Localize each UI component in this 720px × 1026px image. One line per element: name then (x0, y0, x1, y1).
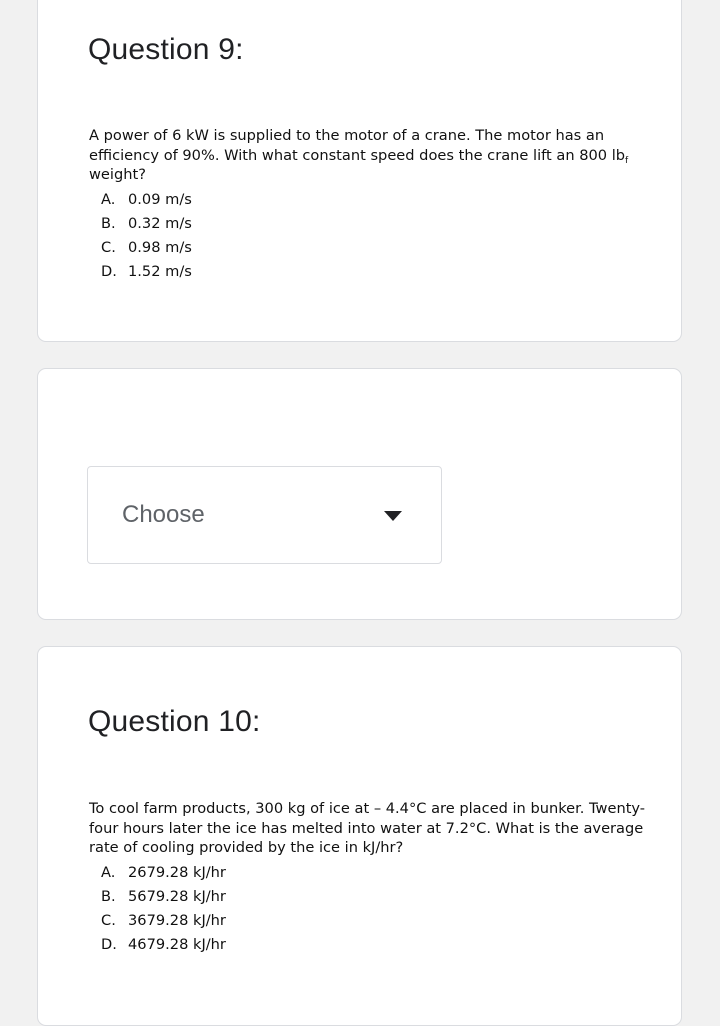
option-text: 3679.28 kJ/hr (128, 911, 226, 929)
answer-dropdown[interactable] (87, 466, 442, 564)
question-title: Question 9: (88, 33, 244, 66)
dropdown-selected-value: Choose (122, 501, 205, 528)
option-text: 0.09 m/s (128, 190, 192, 208)
option-text: 2679.28 kJ/hr (128, 863, 226, 881)
question-title: Question 10: (88, 705, 261, 738)
dropdown-arrow-icon (384, 511, 402, 521)
option-letter: A. (101, 863, 116, 881)
option-d (101, 260, 649, 284)
option-a (101, 188, 649, 212)
answer-card (37, 368, 682, 620)
option-text: 1.52 m/s (128, 262, 192, 280)
option-letter: C. (101, 911, 116, 929)
option-b (101, 885, 649, 909)
question-body (89, 799, 649, 957)
options-list (89, 861, 649, 957)
option-b (101, 212, 649, 236)
option-letter: B. (101, 214, 116, 232)
option-a (101, 861, 649, 885)
option-c (101, 236, 649, 260)
option-text: 5679.28 kJ/hr (128, 887, 226, 905)
option-letter: A. (101, 190, 116, 208)
option-c (101, 909, 649, 933)
option-text: 0.32 m/s (128, 214, 192, 232)
option-letter: B. (101, 887, 116, 905)
options-list (89, 188, 649, 284)
question-text-main: A power of 6 kW is supplied to the motor of a crane. The motor has an efficiency of 90%. With what constant speed does the crane lift an 800 lb (89, 127, 626, 164)
option-letter: C. (101, 238, 116, 256)
question-text-subscript: f (625, 155, 629, 166)
option-d (101, 933, 649, 957)
question-text: To cool farm products, 300 kg of ice at – 4.4°C are placed in bunker. Twenty-four hours later the ice has melted into water at 7.2°C. What is the average rate of cooling provided by the ice in kJ/hr? (89, 800, 646, 856)
question-text-end: weight? (89, 166, 146, 183)
question-card-10 (37, 646, 682, 1026)
question-body (89, 126, 649, 284)
option-letter: D. (101, 262, 117, 280)
question-text (89, 126, 649, 185)
option-text: 0.98 m/s (128, 238, 192, 256)
option-letter: D. (101, 935, 117, 953)
question-card-9 (37, 0, 682, 342)
option-text: 4679.28 kJ/hr (128, 935, 226, 953)
